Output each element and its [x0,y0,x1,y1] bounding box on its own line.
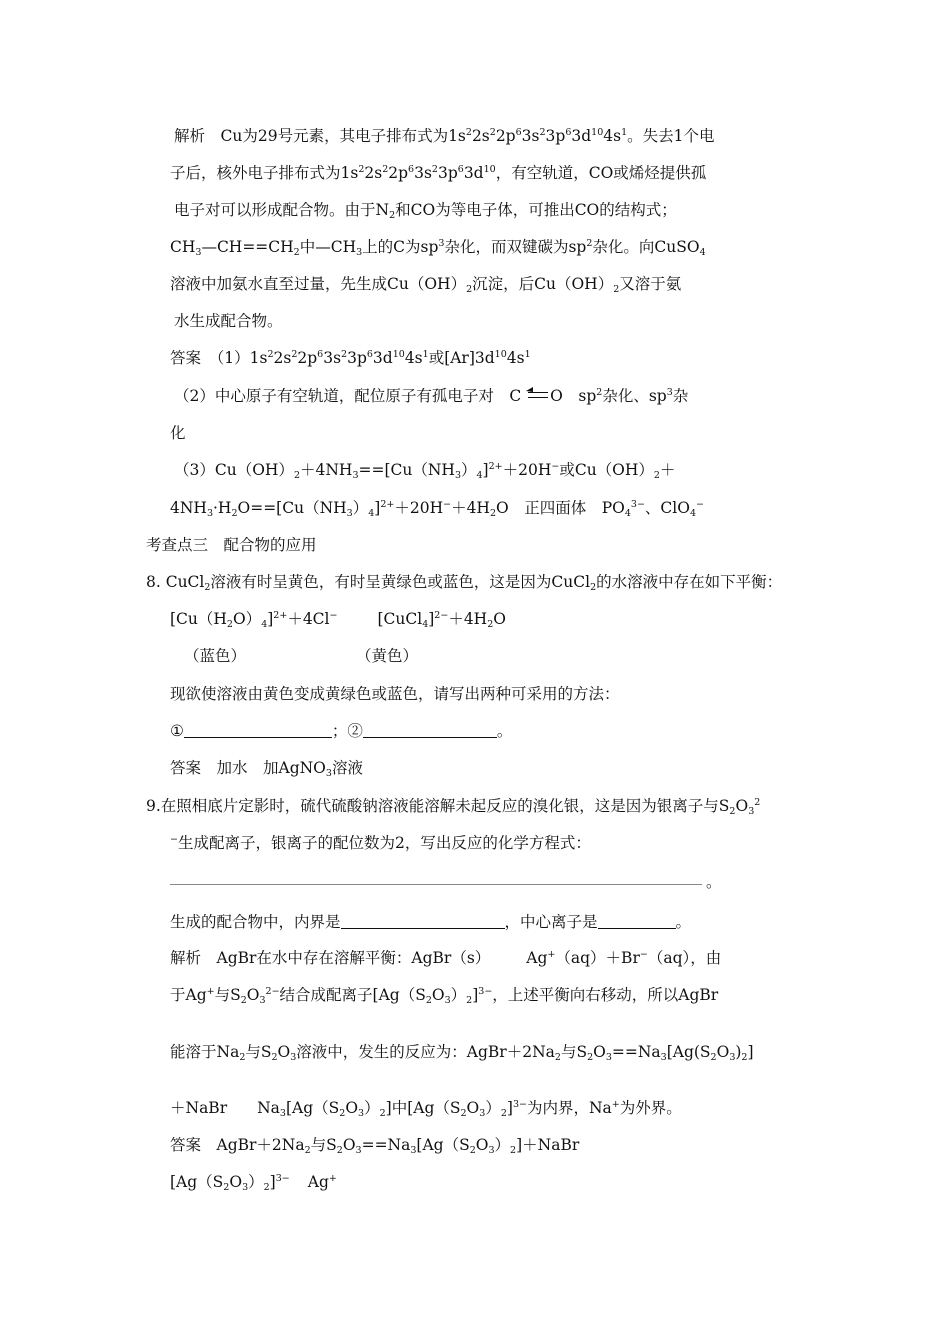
question-9-stem-1: 9.在照相底片定影时，硫代硫酸钠溶液能溶解未起反应的溴化银，这是因为银离子与$S_2O_3^2$ [146,797,761,817]
answer-9-line-2: $[Ag(S_2O_3)_2]^{3-}$ Ag+ [170,1173,337,1193]
question-8-blanks: ① ；② 。 [170,722,513,740]
answer-line-4: $(3)Cu(OH)_2+4NH_3==[Cu(NH_3)_4]^{2+}+20H^-$或$Cu(OH)_2+$ [174,461,676,481]
analysis-9-line-1: 解析 AgBr在水中存在溶解平衡：AgBr（s） Ag+（aq）＋Br−（aq），由 [170,949,722,967]
analysis-9-line-4: ＋NaBr $Na_3[Ag(S_2O_3)_2]$中$[Ag(S_2O_3)_2]^{3-}$为内界，Na+为外界。 [170,1099,682,1119]
analysis-line-3: 电子对可以形成配合物。由于$N_2$和CO为等电子体，可推出CO的结构式； [174,201,677,221]
question-9-blanks: 生成的配合物中，内界是 ，中心离子是 。 [170,913,692,931]
answer-blank-1[interactable] [184,722,332,738]
central-ion-blank[interactable] [598,913,676,929]
equation-period: 。 [706,873,722,891]
analysis-9-line-2: 于Ag+与$S_2O_3^{2-}$结合成配离子$[Ag(S_2O_3)_2]^{3-}$，上述平衡向右移动，所以AgBr [170,986,719,1006]
answer-line-equation[interactable] [170,884,702,885]
analysis-line-5: 溶液中加氨水直至过量，先生成$Cu(OH)_2$沉淀，后$Cu(OH)_2$又溶于氨 [170,275,682,295]
section-heading: 考查点三 配合物的应用 [146,536,317,554]
answer-line-1: 答案 $(1)1s^22s^22p^63s^23p^63d^{10}4s^1$或$[Ar]3d^{10}4s^1$ [170,349,531,367]
inner-sphere-blank[interactable] [341,913,505,929]
answer-line-5: $4NH_3\cdot H_2O==[Cu(NH_3)_4]^{2+}+20H^-+4H_2O$ 正四面体 $PO_4^{3-}$、ClO$_4$− [170,499,704,519]
answer-8: 答案 加水 加AgNO$_3$溶液 [170,759,363,779]
equilibrium-equation: $[Cu(H_2O)_4]^{2+}+4Cl^-$ $[CuCl_4]^{2-}+4H_2O$ [170,610,506,630]
coordinate-bond-arrow-icon [526,388,550,402]
question-8-stem: 8. CuCl$_2$溶液有时呈黄色，有时呈黄绿色或蓝色，这是因为CuCl$_2$的水溶液中存在如下平衡： [146,573,783,593]
analysis-line-4: $CH_3—CH==CH_2$中$—CH_3$上的C为$sp^3$杂化，而双键碳为$sp^2$杂化。向CuSO$_4$ [170,238,706,258]
analysis-line-6: 水生成配合物。 [174,312,283,330]
question-8-prompt: 现欲使溶液由黄色变成黄绿色或蓝色，请写出两种可采用的方法： [170,685,620,703]
question-9-stem-2: −生成配离子，银离子的配位数为2，写出反应的化学方程式： [170,834,591,852]
analysis-9-line-3: 能溶于$Na_2$与$S_2O_3$溶液中，发生的反应为：$AgBr+2Na_2$与$S_2O_3==Na_3[Ag(S_2O_3)_2]$ [170,1043,754,1063]
answer-line-3: 化 [170,424,186,442]
answer-9-line-1: 答案 $AgBr+2Na_2$与$S_2O_3==Na_3[Ag(S_2O_3)_2]+NaBr$ [170,1136,580,1156]
answer-blank-2[interactable] [363,722,497,738]
analysis-line-2: 子后，核外电子排布式为$1s^22s^22p^63s^23p^63d^{10}$，有空轨道，CO或烯烃提供孤 [170,164,707,182]
color-label-yellow: （黄色） [356,647,419,665]
answer-line-2: （2）中心原子有空轨道，配位原子有孤电子对 C O $sp^2$杂化、$sp^3$杂 [174,387,689,405]
color-label-blue: （蓝色） [184,647,247,665]
analysis-line-1: 解析 Cu为29号元素，其电子排布式为$1s^22s^22p^63s^23p^63d^{10}4s^1$。失去1个电 [174,127,715,145]
